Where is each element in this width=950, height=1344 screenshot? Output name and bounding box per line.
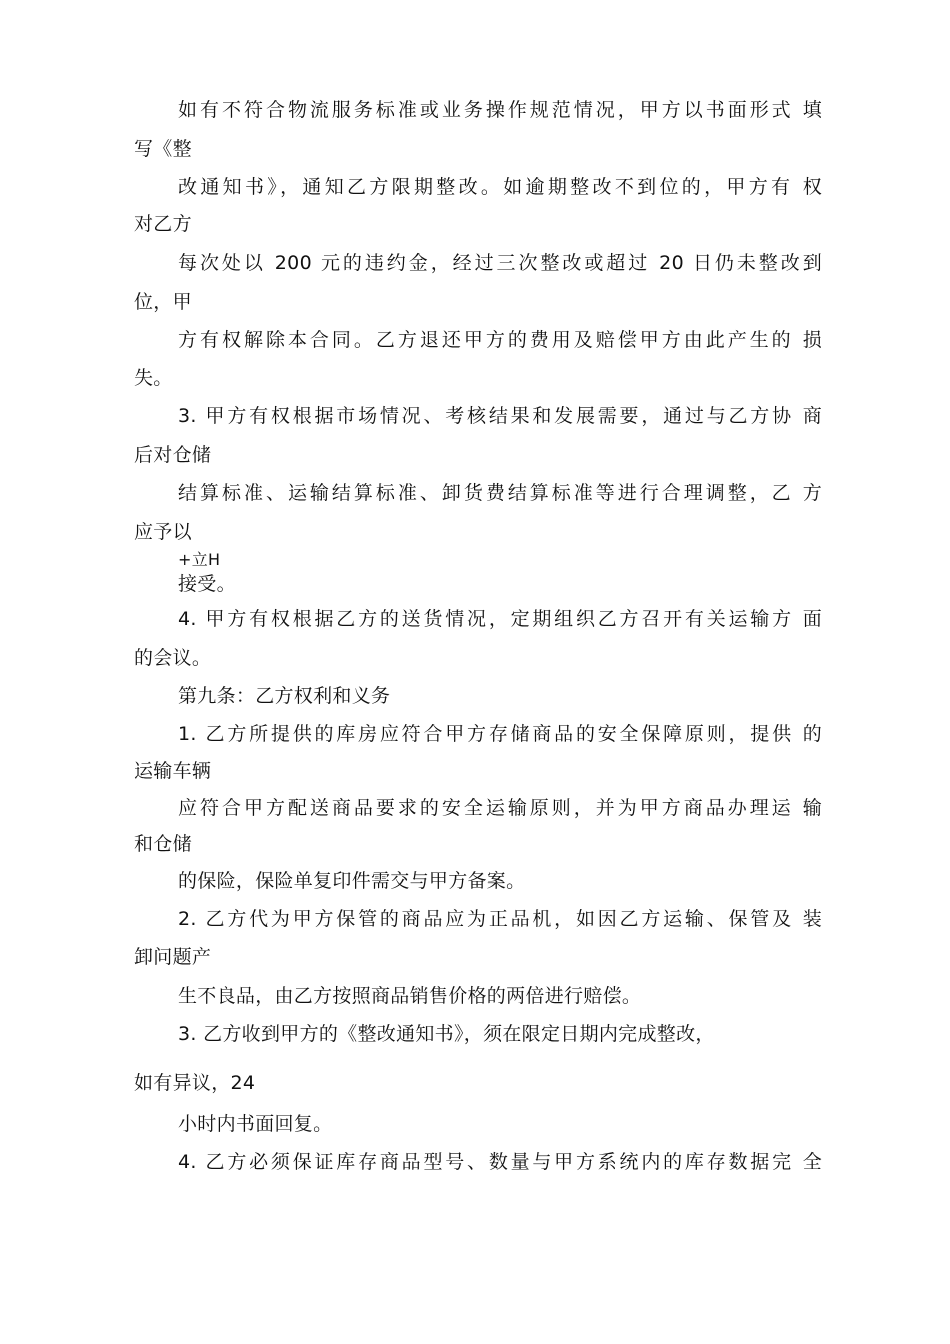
paragraph-line: 的会议。 [134,647,212,669]
paragraph-line: 位，甲 [134,291,192,313]
paragraph-line: 3. 甲方有权根据市场情况、考核结果和发展需要，通过与乙方协 商 [178,405,822,427]
paragraph-line: 生不良品，由乙方按照商品销售价格的两倍进行赔偿。 [178,985,642,1007]
section-heading: 第九条：乙方权利和义务 [178,685,391,707]
paragraph-line: 卸问题产 [134,946,212,968]
paragraph-line: 对乙方 [134,213,192,235]
paragraph-line: 应予以 [134,521,192,543]
paragraph-line: 2. 乙方代为甲方保管的商品应为正品机，如因乙方运输、保管及 装 [178,908,822,930]
paragraph-line: 如有不符合物流服务标准或业务操作规范情况，甲方以书面形式 填 [178,99,822,121]
paragraph-line: 方有权解除本合同。乙方退还甲方的费用及赔偿甲方由此产生的 损 [178,329,822,351]
paragraph-line: 应符合甲方配送商品要求的安全运输原则，并为甲方商品办理运 输 [178,797,822,819]
paragraph-line: 失。 [134,367,173,389]
paragraph-line: 和仓储 [134,833,192,855]
paragraph-line: 运输车辆 [134,760,212,782]
paragraph-line: 改通知书》，通知乙方限期整改。如逾期整改不到位的，甲方有 权 [178,176,822,198]
paragraph-line: 的保险，保险单复印件需交与甲方备案。 [178,870,526,892]
paragraph-line: 1. 乙方所提供的库房应符合甲方存储商品的安全保障原则，提供 的 [178,723,822,745]
paragraph-line: 3. 乙方收到甲方的《整改通知书》，须在限定日期内完成整改， [178,1023,715,1045]
paragraph-line: +立H [178,550,221,569]
paragraph-line: 4. 甲方有权根据乙方的送货情况，定期组织乙方召开有关运输方 面 [178,608,822,630]
paragraph-line: 小时内书面回复。 [178,1113,333,1135]
paragraph-line: 如有异议，24 [134,1072,256,1094]
paragraph-line: 后对仓储 [134,444,212,466]
paragraph-line: 结算标准、运输结算标准、卸货费结算标准等进行合理调整，乙 方 [178,482,822,504]
paragraph-line: 接受。 [178,573,236,595]
paragraph-line: 写《整 [134,138,192,160]
paragraph-line: 4. 乙方必须保证库存商品型号、数量与甲方系统内的库存数据完 全 [178,1151,822,1173]
paragraph-line: 每次处以 200 元的违约金，经过三次整改或超过 20 日仍未整改到 [178,252,822,274]
